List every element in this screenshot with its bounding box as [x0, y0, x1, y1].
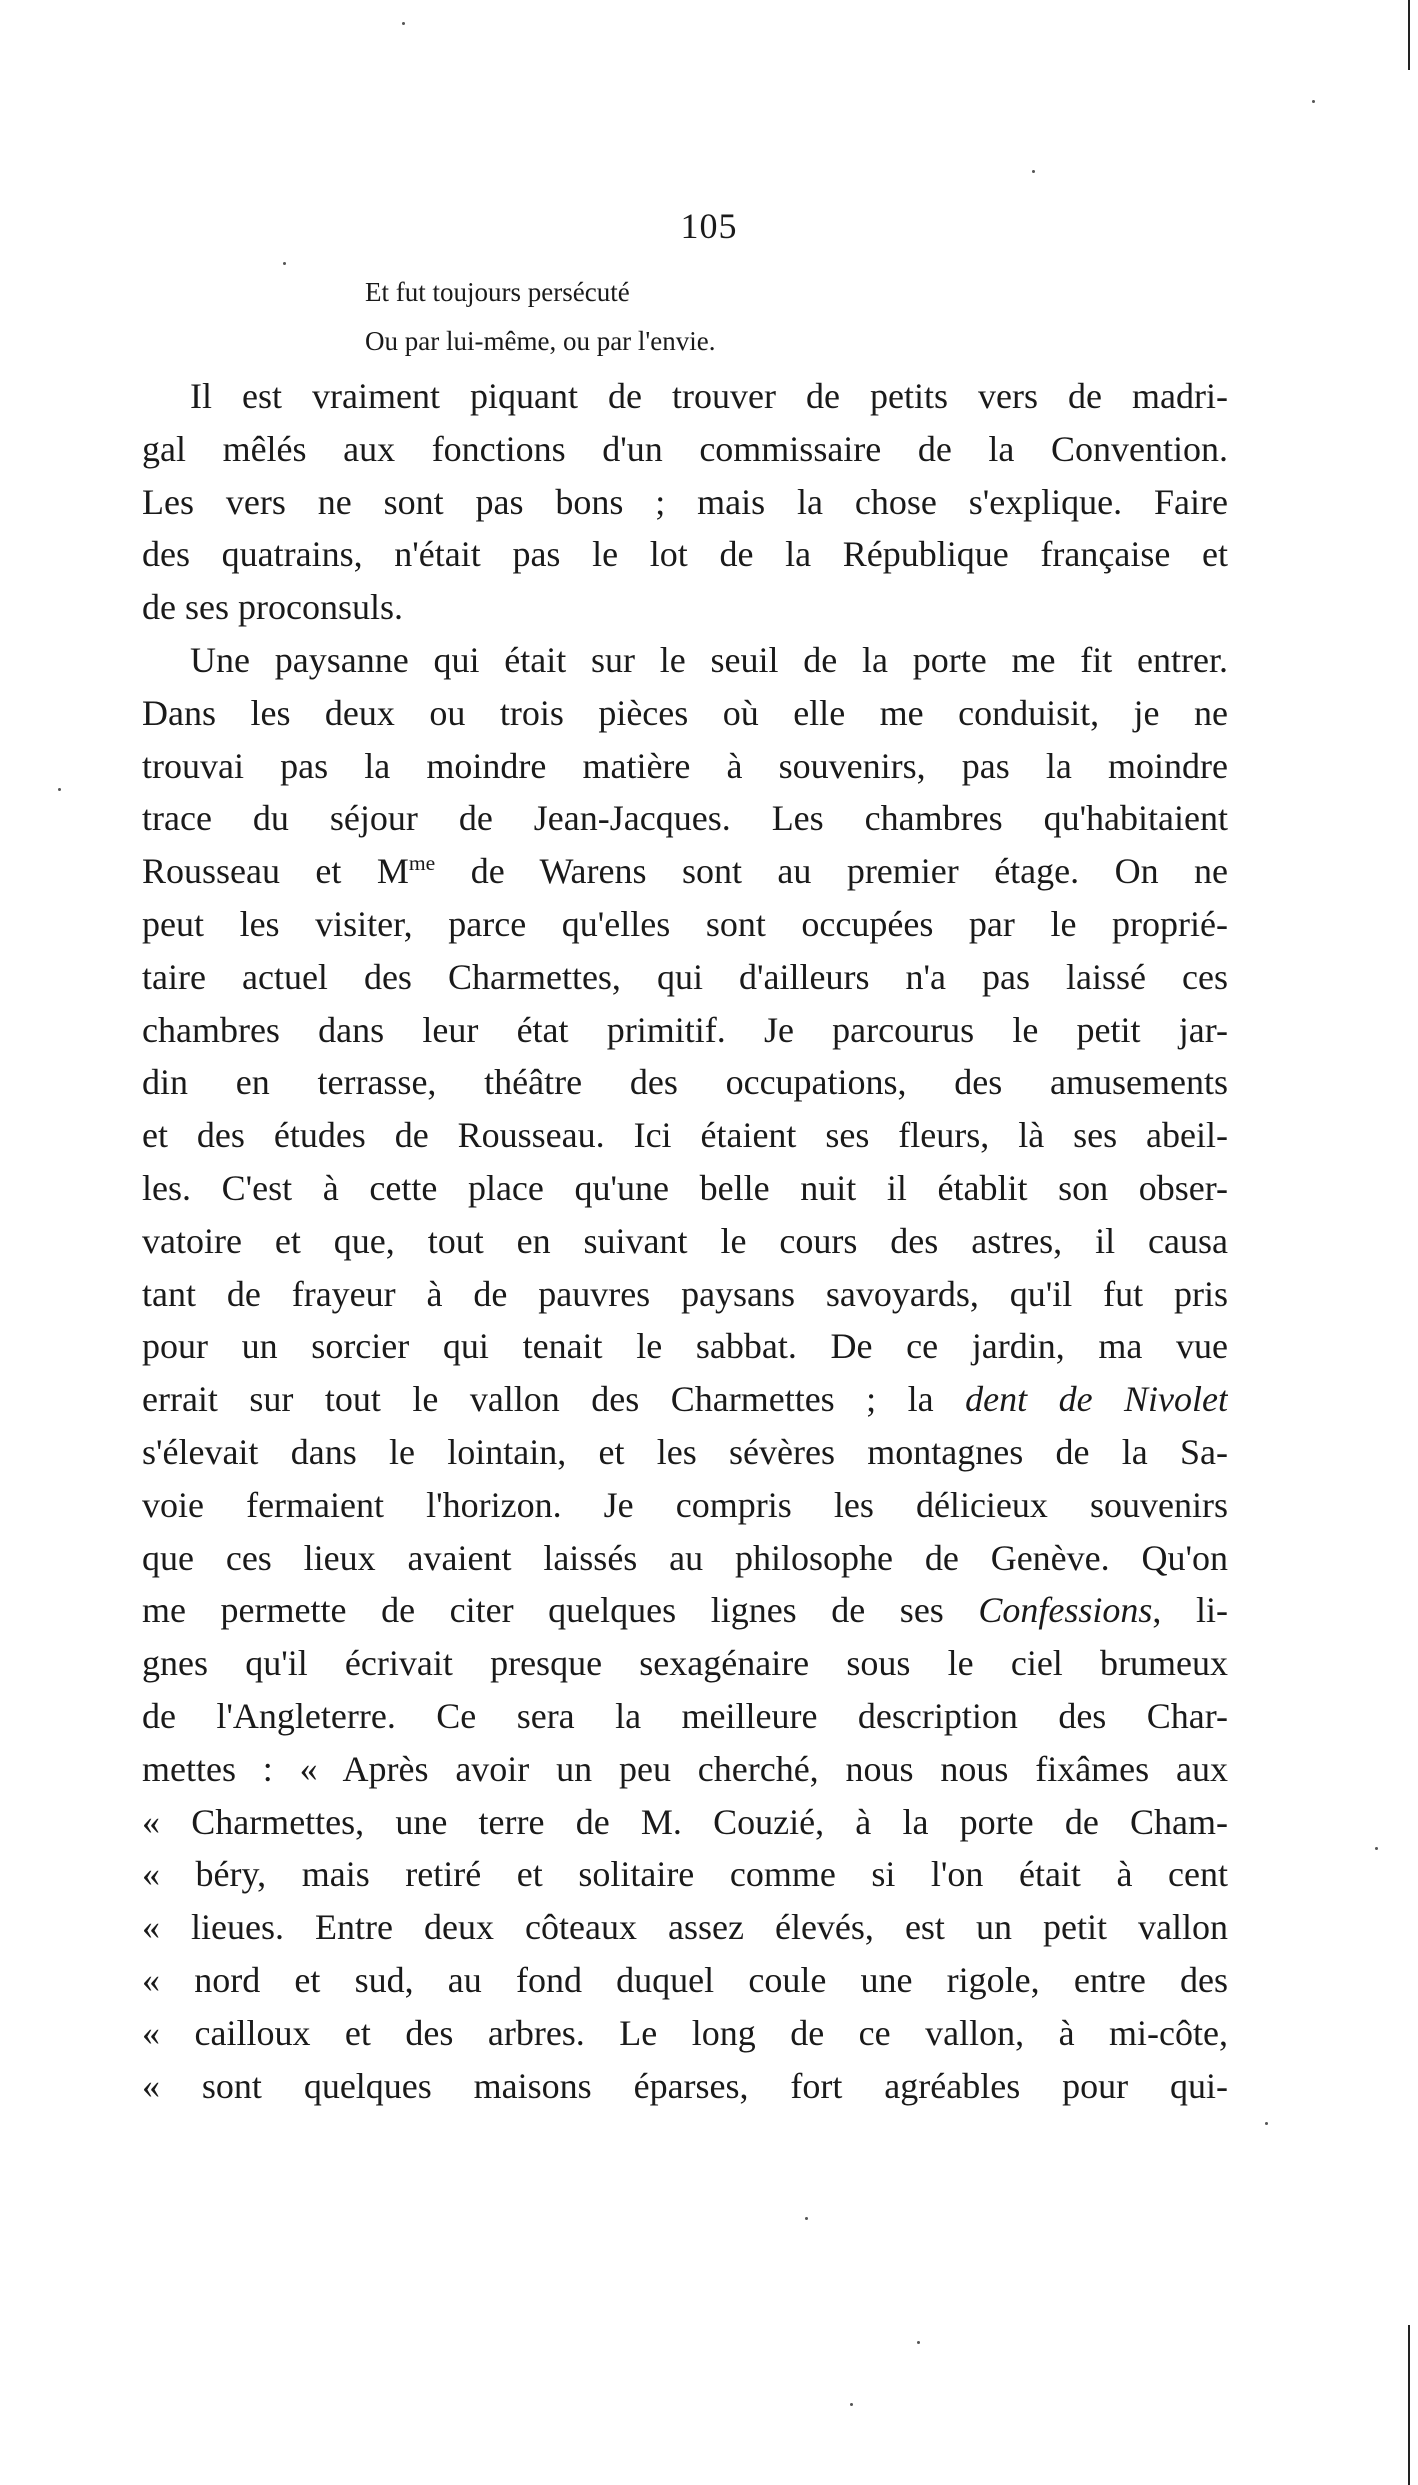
scan-speck: [805, 2217, 808, 2220]
text-line: « béry, mais retiré et solitaire comme si l'on était à cent: [142, 1854, 1228, 1895]
text-line: que ces lieux avaient laissés au philosophe de Genève. Qu'on: [142, 1537, 1228, 1578]
verse-line-2: Ou par lui-même, ou par l'envie.: [365, 326, 716, 356]
text-line: din en terrasse, théâtre des occupations, des amusements: [142, 1062, 1228, 1103]
text-line: Dans les deux ou trois pièces où elle me conduisit, je ne: [142, 692, 1228, 733]
text-line: mettes : « Après avoir un peu cherché, nous nous fixâmes aux: [142, 1748, 1228, 1789]
text-line: chambres dans leur état primitif. Je parcourus le petit jar-: [142, 1009, 1228, 1050]
text-segment: de Warens sont au premier étage. On ne: [435, 851, 1228, 892]
text-line: [142, 845, 1228, 898]
text-line: s'élevait dans le lointain, et les sévères montagnes de la Sa-: [142, 1431, 1228, 1472]
text-line: de ses proconsuls.: [142, 587, 403, 628]
text-line: taire actuel des Charmettes, qui d'ailleurs n'a pas laissé ces: [142, 956, 1228, 997]
scan-speck: [850, 2403, 853, 2406]
text-line: vatoire et que, tout en suivant le cours des astres, il causa: [142, 1220, 1228, 1261]
text-line: voie fermaient l'horizon. Je compris les délicieux souvenirs: [142, 1484, 1228, 1525]
text-line: des quatrains, n'était pas le lot de la République française et: [142, 534, 1228, 575]
text-line: tant de frayeur à de pauvres paysans savoyards, qu'il fut pris: [142, 1273, 1228, 1314]
scan-speck: [917, 2341, 920, 2344]
scan-speck: [1032, 170, 1035, 173]
text-line: les. C'est à cette place qu'une belle nuit il établit son obser-: [142, 1167, 1228, 1208]
text-segment: me permette de citer quelques lignes de ses: [142, 1590, 979, 1631]
scan-speck: [402, 22, 405, 25]
verse-line-1: Et fut toujours persécuté: [365, 277, 630, 307]
scan-speck: [1312, 100, 1315, 103]
verse-quote: [365, 268, 716, 366]
text-segment: , li-: [1152, 1590, 1228, 1631]
text-line: Il est vraiment piquant de trouver de petits vers de madri-: [190, 376, 1228, 416]
text-line: trace du séjour de Jean-Jacques. Les chambres qu'habitaient: [142, 798, 1228, 839]
text-line: « Charmettes, une terre de M. Couzié, à la porte de Cham-: [142, 1801, 1228, 1842]
scan-speck: [1265, 2122, 1268, 2125]
text-line: « sont quelques maisons éparses, fort agréables pour qui-: [142, 2065, 1228, 2106]
superscript-me: me: [408, 851, 436, 876]
text-segment: Rousseau et M: [142, 851, 409, 892]
page-number: 105: [680, 206, 738, 246]
text-line: Une paysanne qui était sur le seuil de la porte me fit entrer.: [190, 639, 1228, 680]
body-text: [142, 370, 1228, 2112]
text-line: « cailloux et des arbres. Le long de ce vallon, à mi-côte,: [142, 2012, 1228, 2053]
text-line: [142, 1373, 1228, 1426]
text-line: peut les visiter, parce qu'elles sont occupées par le proprié-: [142, 903, 1228, 944]
italic-dent-de-nivolet: dent de Nivolet: [965, 1379, 1228, 1420]
text-line: pour un sorcier qui tenait le sabbat. De ce jardin, ma vue: [142, 1326, 1228, 1367]
scan-speck: [1375, 1847, 1378, 1850]
scan-speck: [283, 262, 286, 265]
text-line: Les vers ne sont pas bons ; mais la chose s'explique. Faire: [142, 481, 1228, 522]
italic-confessions: Confessions: [978, 1590, 1153, 1631]
text-line: gal mêlés aux fonctions d'un commissaire de la Convention.: [142, 428, 1228, 469]
scan-speck: [58, 788, 61, 791]
scan-edge-bottom: [1408, 2325, 1410, 2485]
text-line: « lieues. Entre deux côteaux assez élevés, est un petit vallon: [142, 1907, 1228, 1948]
text-segment: errait sur tout le vallon des Charmettes ; la: [142, 1379, 966, 1420]
scan-edge-top: [1408, 0, 1410, 70]
text-line: trouvai pas la moindre matière à souvenirs, pas la moindre: [142, 745, 1228, 786]
text-line: gnes qu'il écrivait presque sexagénaire sous le ciel brumeux: [142, 1643, 1228, 1684]
text-line: et des études de Rousseau. Ici étaient ses fleurs, là ses abeil-: [142, 1115, 1228, 1156]
text-line: « nord et sud, au fond duquel coule une rigole, entre des: [142, 1959, 1228, 2000]
text-line: de l'Angleterre. Ce sera la meilleure description des Char-: [142, 1695, 1228, 1736]
text-line: [142, 1584, 1228, 1637]
